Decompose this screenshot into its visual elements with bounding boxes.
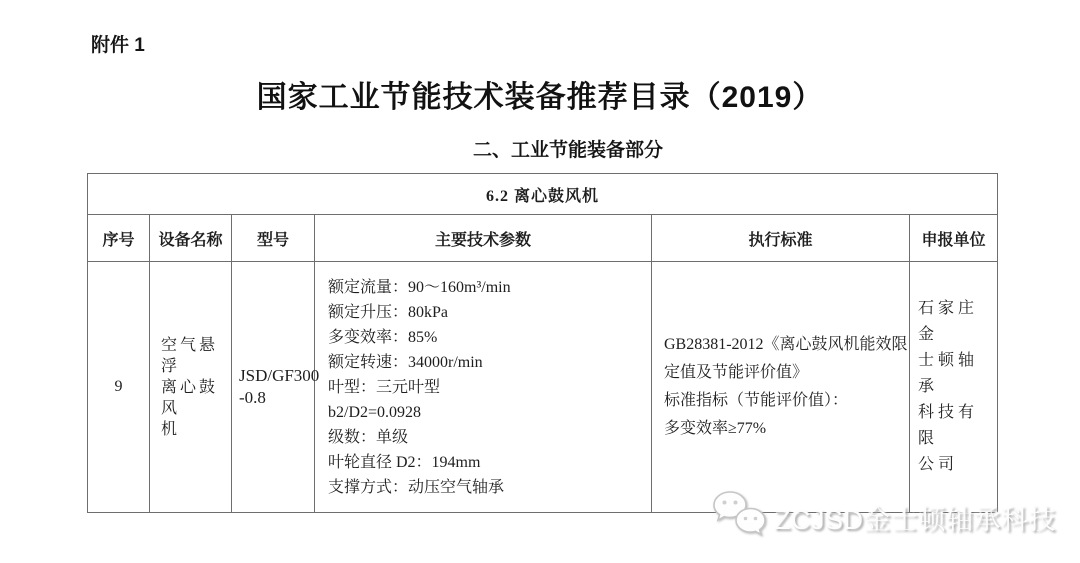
applicant-line: 公司 (918, 456, 959, 473)
param-line: 额定流量：90～160m³/min (328, 278, 511, 296)
cell-model (232, 262, 320, 513)
param-line: 多变效率：85% (328, 328, 438, 346)
applicant-line: 科技有限 (918, 404, 979, 447)
watermark (710, 486, 1056, 548)
param-line: 支撑方式：动压空气轴承 (328, 478, 505, 496)
column-header-row (88, 215, 998, 262)
section-header-row (88, 174, 998, 215)
model-line: JSD/GF300 (239, 366, 320, 385)
attachment-label: 附件 1 (91, 35, 145, 56)
applicant-line: 士顿轴承 (918, 352, 979, 395)
column-header-params: 主要技术参数 (315, 215, 652, 262)
device-name-line: 机 (161, 420, 181, 438)
standard-line: GB28381-2012《离心鼓风机能效限 (664, 336, 908, 353)
param-line: 叶轮直径 D2：194mm (328, 453, 481, 471)
document-title: 国家工业节能技术装备推荐目录（2019） (256, 81, 824, 114)
standard-line: 定值及节能评价值》 (664, 364, 809, 381)
param-line: 额定转速：34000r/min (328, 353, 483, 371)
column-header-model: 型号 (232, 215, 315, 262)
table-row (88, 262, 998, 513)
applicant-line: 石家庄金 (918, 300, 979, 343)
column-header-index: 序号 (88, 215, 150, 262)
watermark-text: ZCJSD金士顿轴承科技 (774, 504, 1056, 535)
document-subtitle: 二、工业节能装备部分 (472, 140, 663, 161)
device-name-line: 离心鼓风 (161, 378, 219, 417)
cell-index: 9 (88, 262, 150, 513)
cell-technical-params (315, 262, 652, 513)
param-line: 级数：单级 (328, 428, 409, 446)
cell-applicant (910, 262, 998, 513)
column-header-standard: 执行标准 (652, 215, 910, 262)
column-header-applicant: 申报单位 (910, 215, 998, 262)
wechat-chat-bubbles-icon (710, 488, 772, 546)
device-name-line: 空气悬浮 (161, 336, 219, 375)
catalog-table (87, 173, 998, 513)
param-line: 叶型：三元叶型 (328, 378, 441, 396)
standard-line: 多变效率≥77% (664, 420, 767, 437)
param-line: b2/D2=0.0928 (328, 403, 422, 421)
model-line: -0.8 (239, 388, 266, 407)
cell-device-name (150, 262, 232, 513)
cell-standard (652, 262, 910, 513)
param-line: 额定升压：80kPa (328, 303, 449, 321)
standard-line: 标准指标（节能评价值）： (664, 392, 849, 409)
column-header-device: 设备名称 (150, 215, 232, 262)
section-header: 6.2 离心鼓风机 (88, 174, 998, 215)
